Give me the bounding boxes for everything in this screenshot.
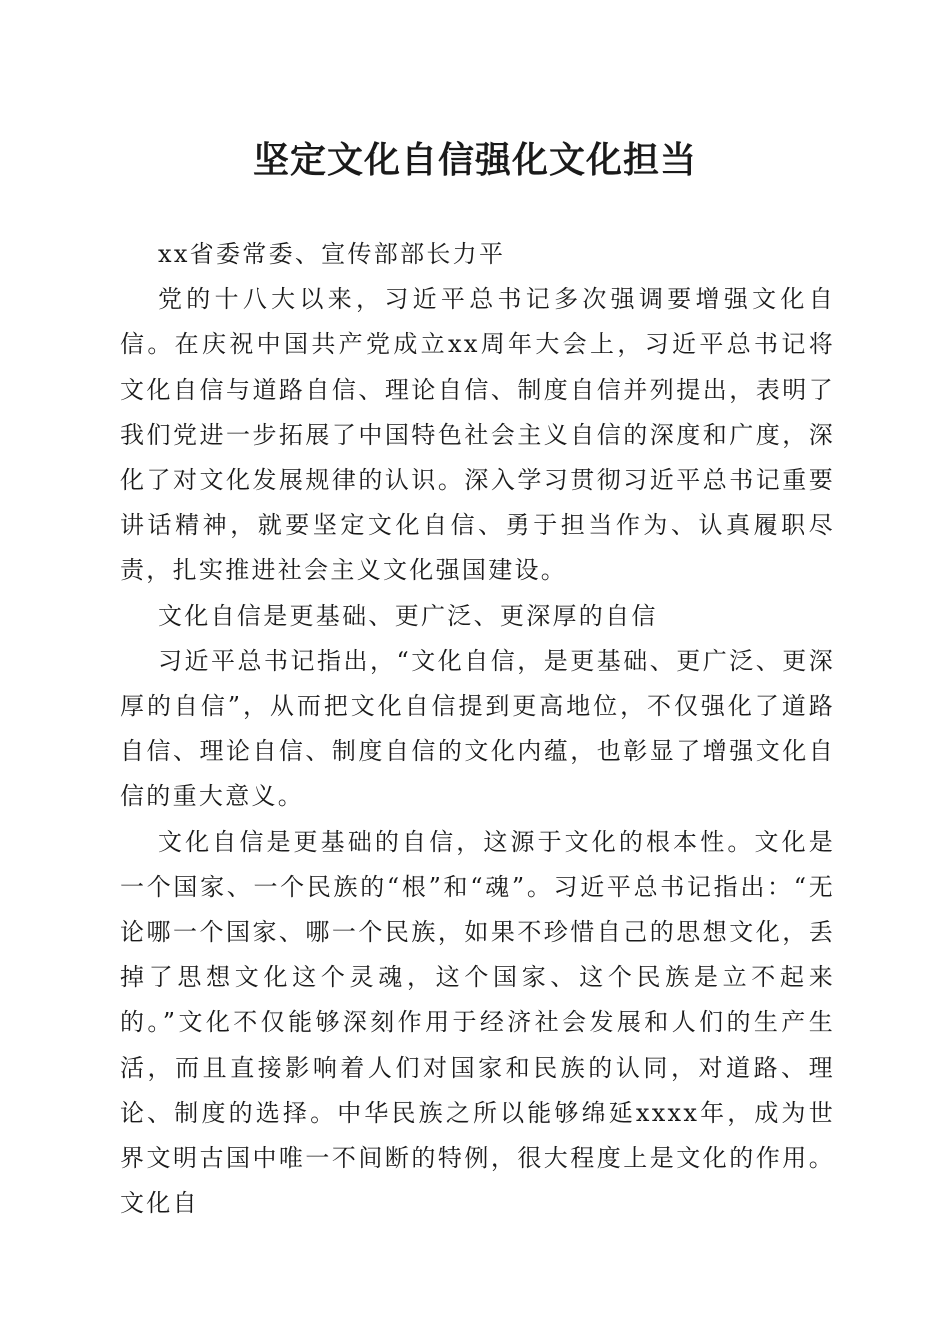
body-paragraph: 文化自信是更基础的自信，这源于文化的根本性。文化是一个国家、一个民族的“根”和“魂”。习近平总书记指出：“无论哪一个国家、哪一个民族，如果不珍惜自己的思想文化，丢掉了思想文化这个灵魂，这个国家、这个民族是立不起来的。”文化不仅能够深刻作用于经济社会发展和人们的生产生活，而且直接影响着人们对国家和民族的认同，对道路、理论、制度的选择。中华民族之所以能够绵延xxxx年，成为世界文明古国中唯一不间断的特例，很大程度上是文化的作用。文化自	[120, 827, 835, 1218]
section-heading: 文化自信是更基础、更广泛、更深厚的自信	[158, 601, 658, 630]
body-paragraph: 党的十八大以来，习近平总书记多次强调要增强文化自信。在庆祝中国共产党成立xx周年大会上，习近平总书记将文化自信与道路自信、理论自信、制度自信并列提出，表明了我们党进一步拓展了中国特色社会主义自信的深度和广度，深化了对文化发展规律的认识。深入学习贯彻习近平总书记重要讲话精神，就要坚定文化自信、勇于担当作为、认真履职尽责，扎实推进社会主义文化强国建设。	[120, 285, 835, 585]
body-paragraph: 习近平总书记指出，“文化自信，是更基础、更广泛、更深厚的自信”，从而把文化自信提到更高地位，不仅强化了道路自信、理论自信、制度自信的文化内蕴，也彰显了增强文化自信的重大意义。	[120, 646, 835, 811]
document-body	[120, 232, 835, 1226]
author-line: xx省委常委、宣传部部长力平	[158, 240, 506, 268]
document-title: 坚定文化自信强化文化担当	[252, 139, 697, 181]
